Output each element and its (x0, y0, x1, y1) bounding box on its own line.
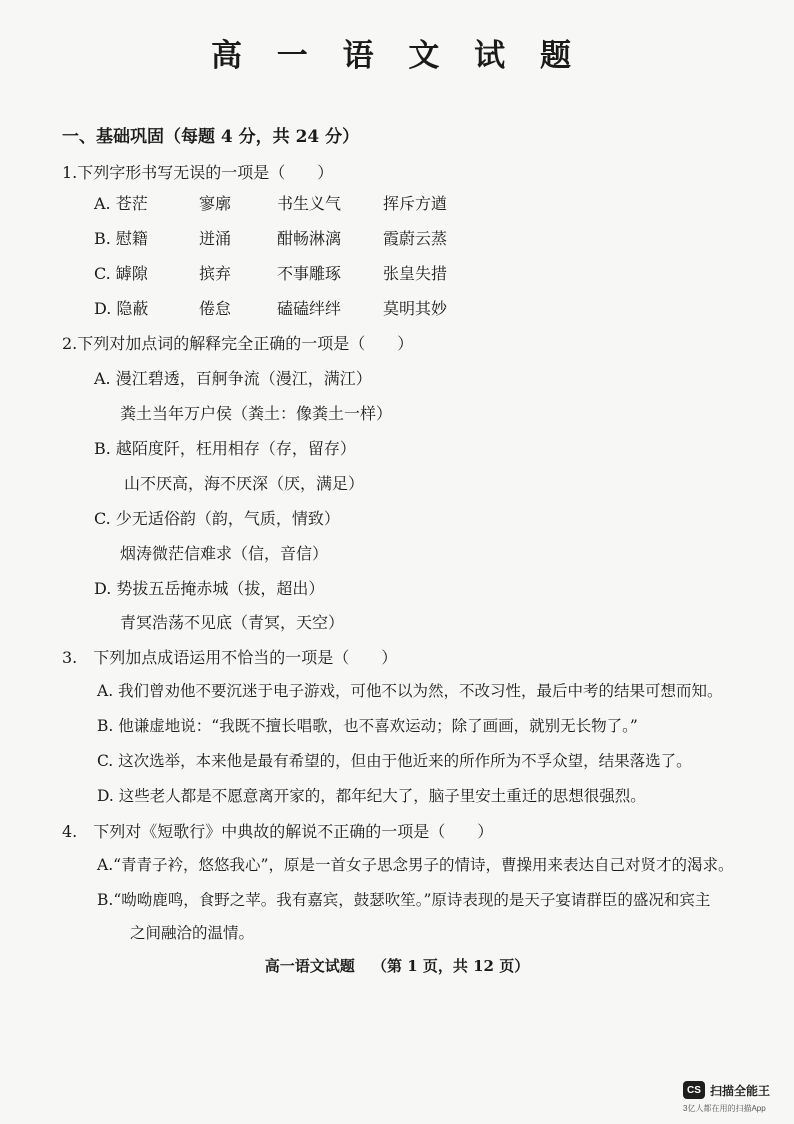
q3-option-c: C. 这次选举，本来他是最有希望的，但由于他近来的所作所为不孚众望，结果落选了。 (97, 752, 692, 770)
q1-option-d-2: 倦怠 (199, 299, 232, 318)
q2-option-c-line-1: C. 少无适俗韵（韵，气质，情致） (94, 509, 340, 528)
question-4-stem: 4. 下列对《短歌行》中典故的解说不正确的一项是（ ） (62, 822, 494, 841)
q1-option-b-3: 酣畅淋漓 (277, 229, 342, 248)
q2-option-a-line-1: A. 漫江碧透，百舸争流（漫江，满江） (94, 369, 372, 388)
section-heading: 一、基础巩固（每题 4 分，共 24 分） (62, 127, 360, 147)
q2-option-d-line-1: D. 势拔五岳掩赤城（拔，超出） (94, 579, 325, 598)
watermark-app-name: 扫描全能王 (710, 1083, 771, 1098)
footer-exam-name: 高一语文试题 (264, 957, 355, 975)
q4-option-b-line-1: B.“呦呦鹿鸣，食野之苹。我有嘉宾，鼓瑟吹笙。”原诗表现的是天子宴请群臣的盛况和宾主 (97, 891, 711, 909)
question-1-stem: 1.下列字形书写无误的一项是（ ） (62, 163, 334, 182)
q1-option-d-4: 莫明其妙 (383, 299, 448, 318)
q1-option-a-4: 挥斥方遒 (383, 194, 448, 213)
q2-option-d-line-2: 青冥浩荡不见底（青冥，天空） (120, 613, 345, 632)
question-2-stem: 2.下列对加点词的解释完全正确的一项是（ ） (62, 334, 414, 353)
footer-page-number: （第 1 页，共 12 页） (372, 957, 530, 975)
page-title: 高 一 语 文 试 题 (211, 38, 583, 74)
q3-option-d: D. 这些老人都是不愿意离开家的，都年纪大了，脑子里安土重迁的思想很强烈。 (97, 787, 646, 805)
q1-option-c-1: C. 罅隙 (94, 264, 148, 283)
q2-option-c-line-2: 烟涛微茫信难求（信，音信） (120, 544, 329, 563)
q1-option-d-1: D. 隐蔽 (94, 299, 149, 318)
q1-option-b-4: 霞蔚云蒸 (383, 229, 448, 248)
q4-option-a: A.“青青子衿，悠悠我心”，原是一首女子思念男子的情诗，曹操用来表达自己对贤才的渴求。 (97, 856, 734, 874)
q1-option-c-4: 张皇失措 (383, 264, 448, 283)
q3-option-b: B. 他谦虚地说：“我既不擅长唱歌，也不喜欢运动；除了画画，就别无长物了。” (97, 717, 638, 735)
q4-option-b-line-2: 之间融洽的温情。 (130, 924, 255, 942)
q1-option-a-1: A. 苍茫 (94, 194, 148, 213)
q3-option-a: A. 我们曾劝他不要沉迷于电子游戏，可他不以为然，不改习性，最后中考的结果可想而知。 (97, 682, 723, 700)
q1-option-c-3: 不事雕琢 (277, 264, 342, 283)
q1-option-b-1: B. 慰籍 (94, 229, 148, 248)
q2-option-a-line-2: 粪土当年万户侯（粪土：像粪土一样） (120, 404, 393, 423)
q1-option-b-2: 迸涌 (199, 229, 232, 248)
q1-option-a-2: 寥廓 (199, 194, 232, 213)
q2-option-b-line-1: B. 越陌度阡，枉用相存（存，留存） (94, 439, 356, 458)
watermark-tagline: 3亿人都在用的扫描App (683, 1104, 766, 1113)
q1-option-c-2: 摈弃 (199, 264, 232, 283)
q1-option-a-3: 书生义气 (277, 194, 342, 213)
q1-option-d-3: 磕磕绊绊 (277, 299, 342, 318)
q2-option-b-line-2: 山不厌高，海不厌深（厌，满足） (124, 474, 365, 493)
camscanner-logo-icon: CS (683, 1081, 705, 1099)
scanner-watermark (683, 1081, 770, 1099)
page-footer (0, 955, 794, 976)
question-3-stem: 3. 下列加点成语运用不恰当的一项是（ ） (62, 648, 398, 667)
